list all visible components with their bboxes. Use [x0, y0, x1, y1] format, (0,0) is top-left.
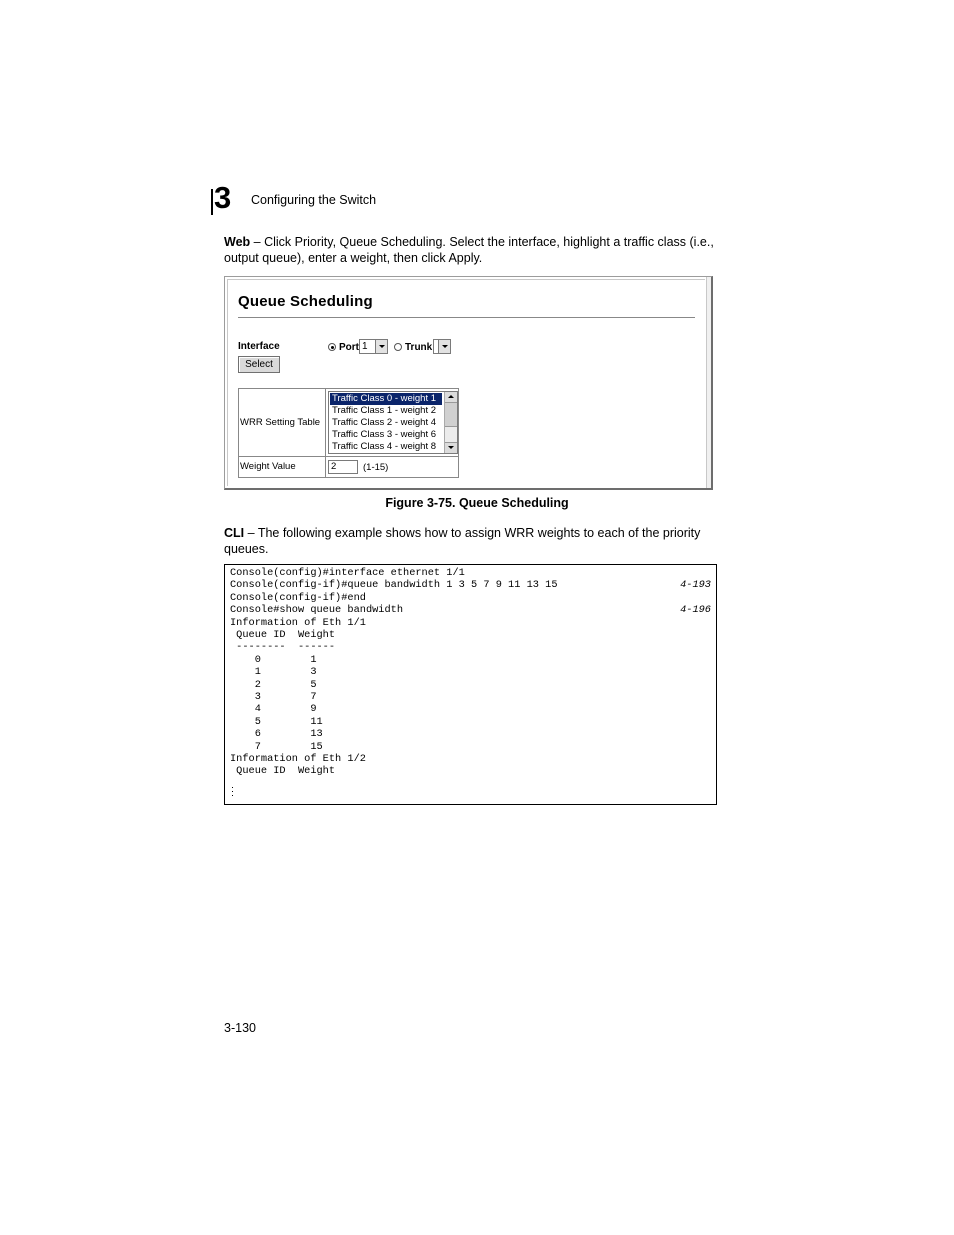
port-select-value: 1: [362, 341, 368, 352]
code-line: Information of Eth 1/2: [230, 753, 366, 765]
chevron-down-icon: [375, 340, 387, 353]
vertical-ellipsis-icon: [232, 787, 234, 799]
code-line: Console(config-if)#queue bandwidth 1 3 5 7 9 11 13 15: [230, 579, 558, 592]
wrr-row: [239, 389, 458, 457]
chapter-marker: [211, 180, 241, 215]
table-column-divider: [325, 389, 326, 477]
code-line: Queue ID Weight: [230, 629, 336, 641]
code-line: 4 9: [230, 703, 317, 716]
chapter-bar: [211, 189, 213, 215]
chapter-title: Configuring the Switch: [251, 193, 377, 207]
wrr-settings-table: [238, 388, 459, 478]
code-line: 6 13: [230, 728, 323, 741]
title-divider: [238, 317, 695, 318]
page-title: Queue Scheduling: [238, 293, 373, 310]
chapter-number: 3: [214, 180, 232, 215]
code-line: 5 11: [230, 715, 323, 728]
traffic-class-item[interactable]: Traffic Class 2 - weight 4: [332, 417, 437, 428]
code-line: 3 7: [230, 691, 317, 703]
cli-text: – The following example shows how to assign WRR weights to each of the priority queues.: [224, 526, 701, 556]
code-line: Console(config)#interface ethernet 1/1: [230, 567, 465, 579]
chevron-down-icon: [438, 340, 450, 353]
code-line: 1 3: [230, 666, 317, 679]
wrr-label: WRR Setting Table: [240, 417, 321, 428]
code-line: Console#show queue bandwidth: [230, 604, 404, 617]
code-line: 0 1: [230, 653, 317, 666]
web-text: – Click Priority, Queue Scheduling. Select the interface, highlight a traffic class (i.e., output queue), enter a weight, then click Apply.: [224, 235, 714, 265]
window-scrollbar[interactable]: [706, 277, 711, 488]
weight-label: Weight Value: [240, 461, 296, 472]
list-scrollbar[interactable]: [444, 392, 457, 453]
queue-scheduling-screenshot: [224, 276, 713, 490]
cli-lead: CLI: [224, 526, 245, 540]
select-button[interactable]: Select: [238, 356, 280, 373]
weight-row: [239, 457, 458, 477]
interface-label: Interface: [238, 341, 280, 352]
port-select[interactable]: [359, 339, 388, 354]
code-line: Console(config-if)#end: [230, 591, 366, 604]
trunk-select[interactable]: [433, 339, 451, 354]
web-lead: Web: [224, 235, 251, 249]
code-line: Information of Eth 1/1: [230, 616, 366, 629]
code-line: -------- ------: [230, 641, 336, 654]
scroll-up-icon[interactable]: [445, 392, 457, 403]
code-line: 7 15: [230, 740, 323, 753]
screenshot-content: [227, 279, 705, 486]
code-line: Queue ID Weight: [230, 765, 336, 778]
scroll-thumb[interactable]: [445, 403, 457, 427]
port-radio[interactable]: [328, 343, 336, 351]
port-label: Port: [339, 342, 359, 353]
trunk-radio[interactable]: [394, 343, 402, 351]
web-instructions: [224, 234, 720, 266]
scroll-down-icon[interactable]: [445, 442, 457, 453]
traffic-class-item[interactable]: Traffic Class 3 - weight 6: [332, 429, 437, 440]
trunk-label: Trunk: [405, 342, 433, 353]
command-reference: 4-193: [680, 579, 711, 592]
figure-caption-text: Figure 3-75. Queue Scheduling: [385, 496, 569, 510]
traffic-class-item[interactable]: Traffic Class 0 - weight 1: [330, 393, 442, 405]
cli-instructions: [224, 525, 720, 557]
command-reference: 4-196: [680, 604, 711, 617]
traffic-class-item[interactable]: Traffic Class 1 - weight 2: [332, 405, 437, 416]
traffic-class-item[interactable]: Traffic Class 4 - weight 8: [332, 441, 437, 452]
page-number: 3-130: [224, 1021, 256, 1035]
figure-caption: [0, 496, 954, 510]
code-line: 2 5: [230, 678, 317, 691]
traffic-class-list[interactable]: [328, 391, 458, 454]
weight-value-input[interactable]: 2: [328, 460, 358, 474]
cli-code-block: [224, 564, 717, 805]
weight-range-hint: (1-15): [363, 462, 389, 473]
